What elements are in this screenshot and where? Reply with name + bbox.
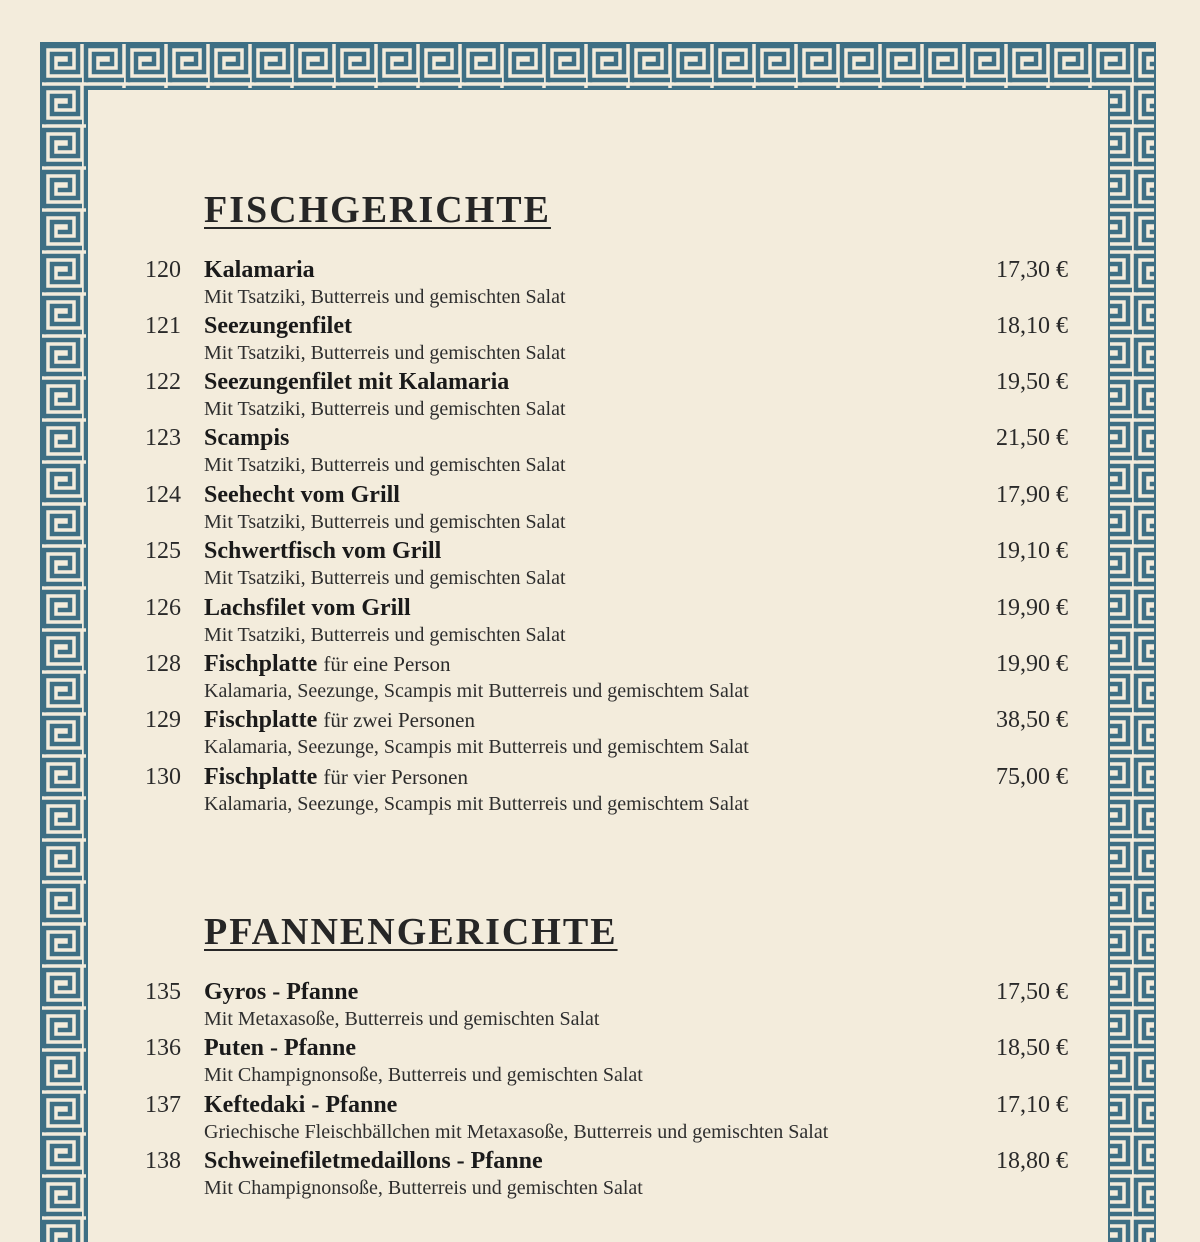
item-description: Kalamaria, Seezunge, Scampis mit Butterreis und gemischtem Salat: [204, 680, 749, 702]
item-name: Seezungenfilet mit Kalamaria: [204, 369, 510, 395]
item-name: Lachsfilet vom Grill: [204, 595, 411, 621]
item-description: Kalamaria, Seezunge, Scampis mit Butterreis und gemischtem Salat: [204, 736, 749, 758]
item-name: Schweinefiletmedaillons - Pfanne: [204, 1148, 543, 1174]
menu-item: [0, 537, 1200, 593]
menu-item: [0, 650, 1200, 706]
item-price: 19,10 €: [996, 538, 1068, 564]
item-description: Mit Tsatziki, Butterreis und gemischten Salat: [204, 567, 566, 589]
item-number: 122: [145, 369, 181, 395]
item-description: Mit Tsatziki, Butterreis und gemischten Salat: [204, 342, 566, 364]
item-description: Mit Champignonsoße, Butterreis und gemischten Salat: [204, 1177, 643, 1199]
item-price: 38,50 €: [996, 707, 1068, 733]
item-number: 129: [145, 707, 181, 733]
item-number: 126: [145, 595, 181, 621]
item-description: Mit Tsatziki, Butterreis und gemischten Salat: [204, 398, 566, 420]
item-name: Gyros - Pfanne: [204, 979, 359, 1005]
item-price: 18,80 €: [996, 1148, 1068, 1174]
item-description: Mit Tsatziki, Butterreis und gemischten Salat: [204, 286, 566, 308]
item-price: 17,50 €: [996, 979, 1068, 1005]
item-price: 18,10 €: [996, 313, 1068, 339]
item-number: 125: [145, 538, 181, 564]
item-name: Scampis: [204, 425, 290, 451]
item-price: 19,90 €: [996, 595, 1068, 621]
menu-item: [0, 481, 1200, 537]
item-price: 19,90 €: [996, 651, 1068, 677]
menu-item: [0, 424, 1200, 480]
item-description: Griechische Fleischbällchen mit Metaxasoße, Butterreis und gemischten Salat: [204, 1121, 829, 1143]
menu-item: [0, 763, 1200, 819]
section-title: FISCHGERICHTE: [204, 189, 551, 231]
menu-item: [0, 594, 1200, 650]
item-number: 130: [145, 764, 181, 790]
item-number: 123: [145, 425, 181, 451]
item-name: Seehecht vom Grill: [204, 482, 400, 508]
item-description: Mit Metaxasoße, Butterreis und gemischten Salat: [204, 1008, 600, 1030]
item-name: Puten - Pfanne: [204, 1035, 356, 1061]
item-price: 17,10 €: [996, 1092, 1068, 1118]
item-number: 120: [145, 257, 181, 283]
item-price: 17,90 €: [996, 482, 1068, 508]
menu-item: [0, 978, 1200, 1034]
item-name: Fischplatte für zwei Personen: [204, 707, 475, 733]
item-price: 75,00 €: [996, 764, 1068, 790]
item-price: 19,50 €: [996, 369, 1068, 395]
item-price: 18,50 €: [996, 1035, 1068, 1061]
menu-item: [0, 706, 1200, 762]
item-name: Keftedaki - Pfanne: [204, 1092, 398, 1118]
item-description: Mit Champignonsoße, Butterreis und gemischten Salat: [204, 1064, 643, 1086]
item-price: 17,30 €: [996, 257, 1068, 283]
item-note: für eine Person: [323, 652, 451, 676]
menu-item: [0, 1091, 1200, 1147]
menu-item: [0, 256, 1200, 312]
item-name: Kalamaria: [204, 257, 315, 283]
item-description: Kalamaria, Seezunge, Scampis mit Butterreis und gemischtem Salat: [204, 793, 749, 815]
item-number: 124: [145, 482, 181, 508]
item-number: 135: [145, 979, 181, 1005]
menu-item: [0, 312, 1200, 368]
item-number: 138: [145, 1148, 181, 1174]
item-description: Mit Tsatziki, Butterreis und gemischten Salat: [204, 511, 566, 533]
item-description: Mit Tsatziki, Butterreis und gemischten Salat: [204, 454, 566, 476]
item-number: 137: [145, 1092, 181, 1118]
item-price: 21,50 €: [996, 425, 1068, 451]
item-name: Fischplatte für vier Personen: [204, 764, 468, 790]
item-description: Mit Tsatziki, Butterreis und gemischten Salat: [204, 624, 566, 646]
item-number: 128: [145, 651, 181, 677]
section-title: PFANNENGERICHTE: [204, 911, 618, 953]
item-name: Schwertfisch vom Grill: [204, 538, 442, 564]
item-note: für vier Personen: [323, 765, 468, 789]
menu-item: [0, 368, 1200, 424]
menu-item: [0, 1147, 1200, 1203]
item-number: 121: [145, 313, 181, 339]
item-name: Fischplatte für eine Person: [204, 651, 451, 677]
item-number: 136: [145, 1035, 181, 1061]
menu-item: [0, 1034, 1200, 1090]
item-name: Seezungenfilet: [204, 313, 352, 339]
item-note: für zwei Personen: [323, 708, 475, 732]
